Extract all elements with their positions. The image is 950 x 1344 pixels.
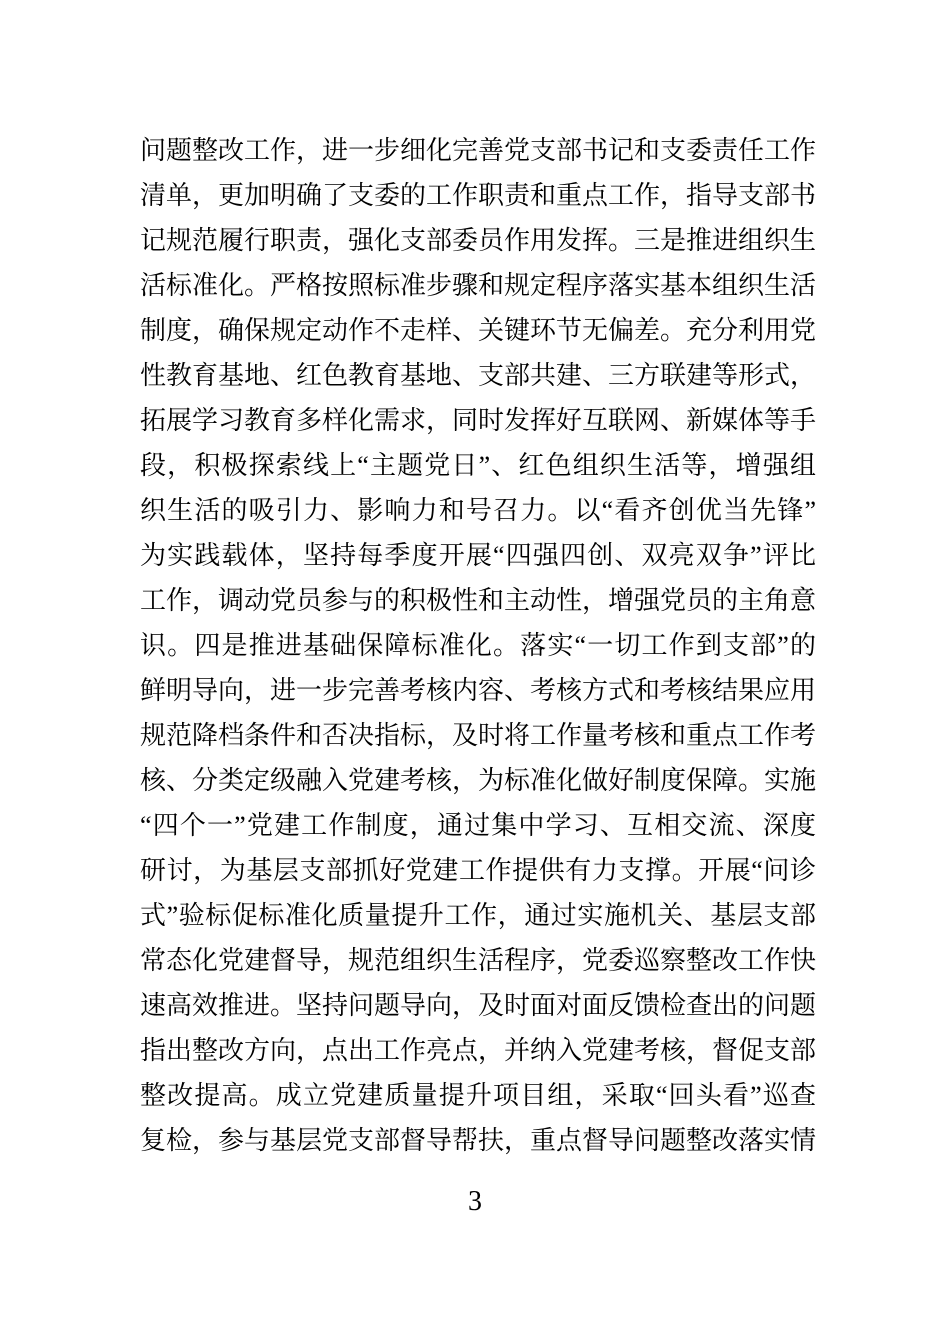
text-line: 为实践载体，坚持每季度开展“四强四创、双亮双争”评比 [140, 541, 816, 570]
text-line: 核、分类定级融入党建考核，为标准化做好制度保障。实施 [140, 766, 817, 795]
text-line: 记规范履行职责，强化支部委员作用发挥。三是推进组织生 [140, 226, 817, 255]
text-line: 式”验标促标准化质量提升工作，通过实施机关、基层支部 [140, 901, 816, 930]
text-line: 复检，参与基层党支部督导帮扶，重点督导问题整改落实情 [140, 1126, 817, 1155]
text-line: 活标准化。严格按照标准步骤和规定程序落实基本组织生活 [140, 271, 817, 300]
text-line: 常态化党建督导，规范组织生活程序，党委巡察整改工作快 [140, 946, 817, 975]
text-line: 问题整改工作，进一步细化完善党支部书记和支委责任工作 [140, 136, 817, 165]
text-line: 速高效推进。坚持问题导向，及时面对面反馈检查出的问题 [140, 991, 817, 1020]
text-line: 拓展学习教育多样化需求，同时发挥好互联网、新媒体等手 [140, 406, 817, 435]
text-line: 识。四是推进基础保障标准化。落实“一切工作到支部”的 [140, 631, 816, 660]
text-line: 规范降档条件和否决指标，及时将工作量考核和重点工作考 [140, 721, 817, 750]
text-line: 鲜明导向，进一步完善考核内容、考核方式和考核结果应用 [140, 676, 817, 705]
text-line: 制度，确保规定动作不走样、关键环节无偏差。充分利用党 [140, 316, 817, 345]
page-number: 3 [468, 1186, 482, 1217]
text-line: 指出整改方向，点出工作亮点，并纳入党建考核，督促支部 [140, 1036, 817, 1065]
text-line: 整改提高。成立党建质量提升项目组，采取“回头看”巡查 [140, 1081, 816, 1110]
text-line: 织生活的吸引力、影响力和号召力。以“看齐创优当先锋” [140, 496, 816, 525]
text-line: 段，积极探索线上“主题党日”、红色组织生活等，增强组 [140, 451, 816, 480]
body-text [140, 128, 816, 1163]
text-line: “四个一”党建工作制度，通过集中学习、互相交流、深度 [140, 811, 816, 840]
text-line: 研讨，为基层支部抓好党建工作提供有力支撑。开展“问诊 [140, 856, 816, 885]
text-line: 性教育基地、红色教育基地、支部共建、三方联建等形式， [140, 361, 817, 390]
text-line: 清单，更加明确了支委的工作职责和重点工作，指导支部书 [140, 181, 817, 210]
text-line: 工作，调动党员参与的积极性和主动性，增强党员的主角意 [140, 586, 817, 615]
